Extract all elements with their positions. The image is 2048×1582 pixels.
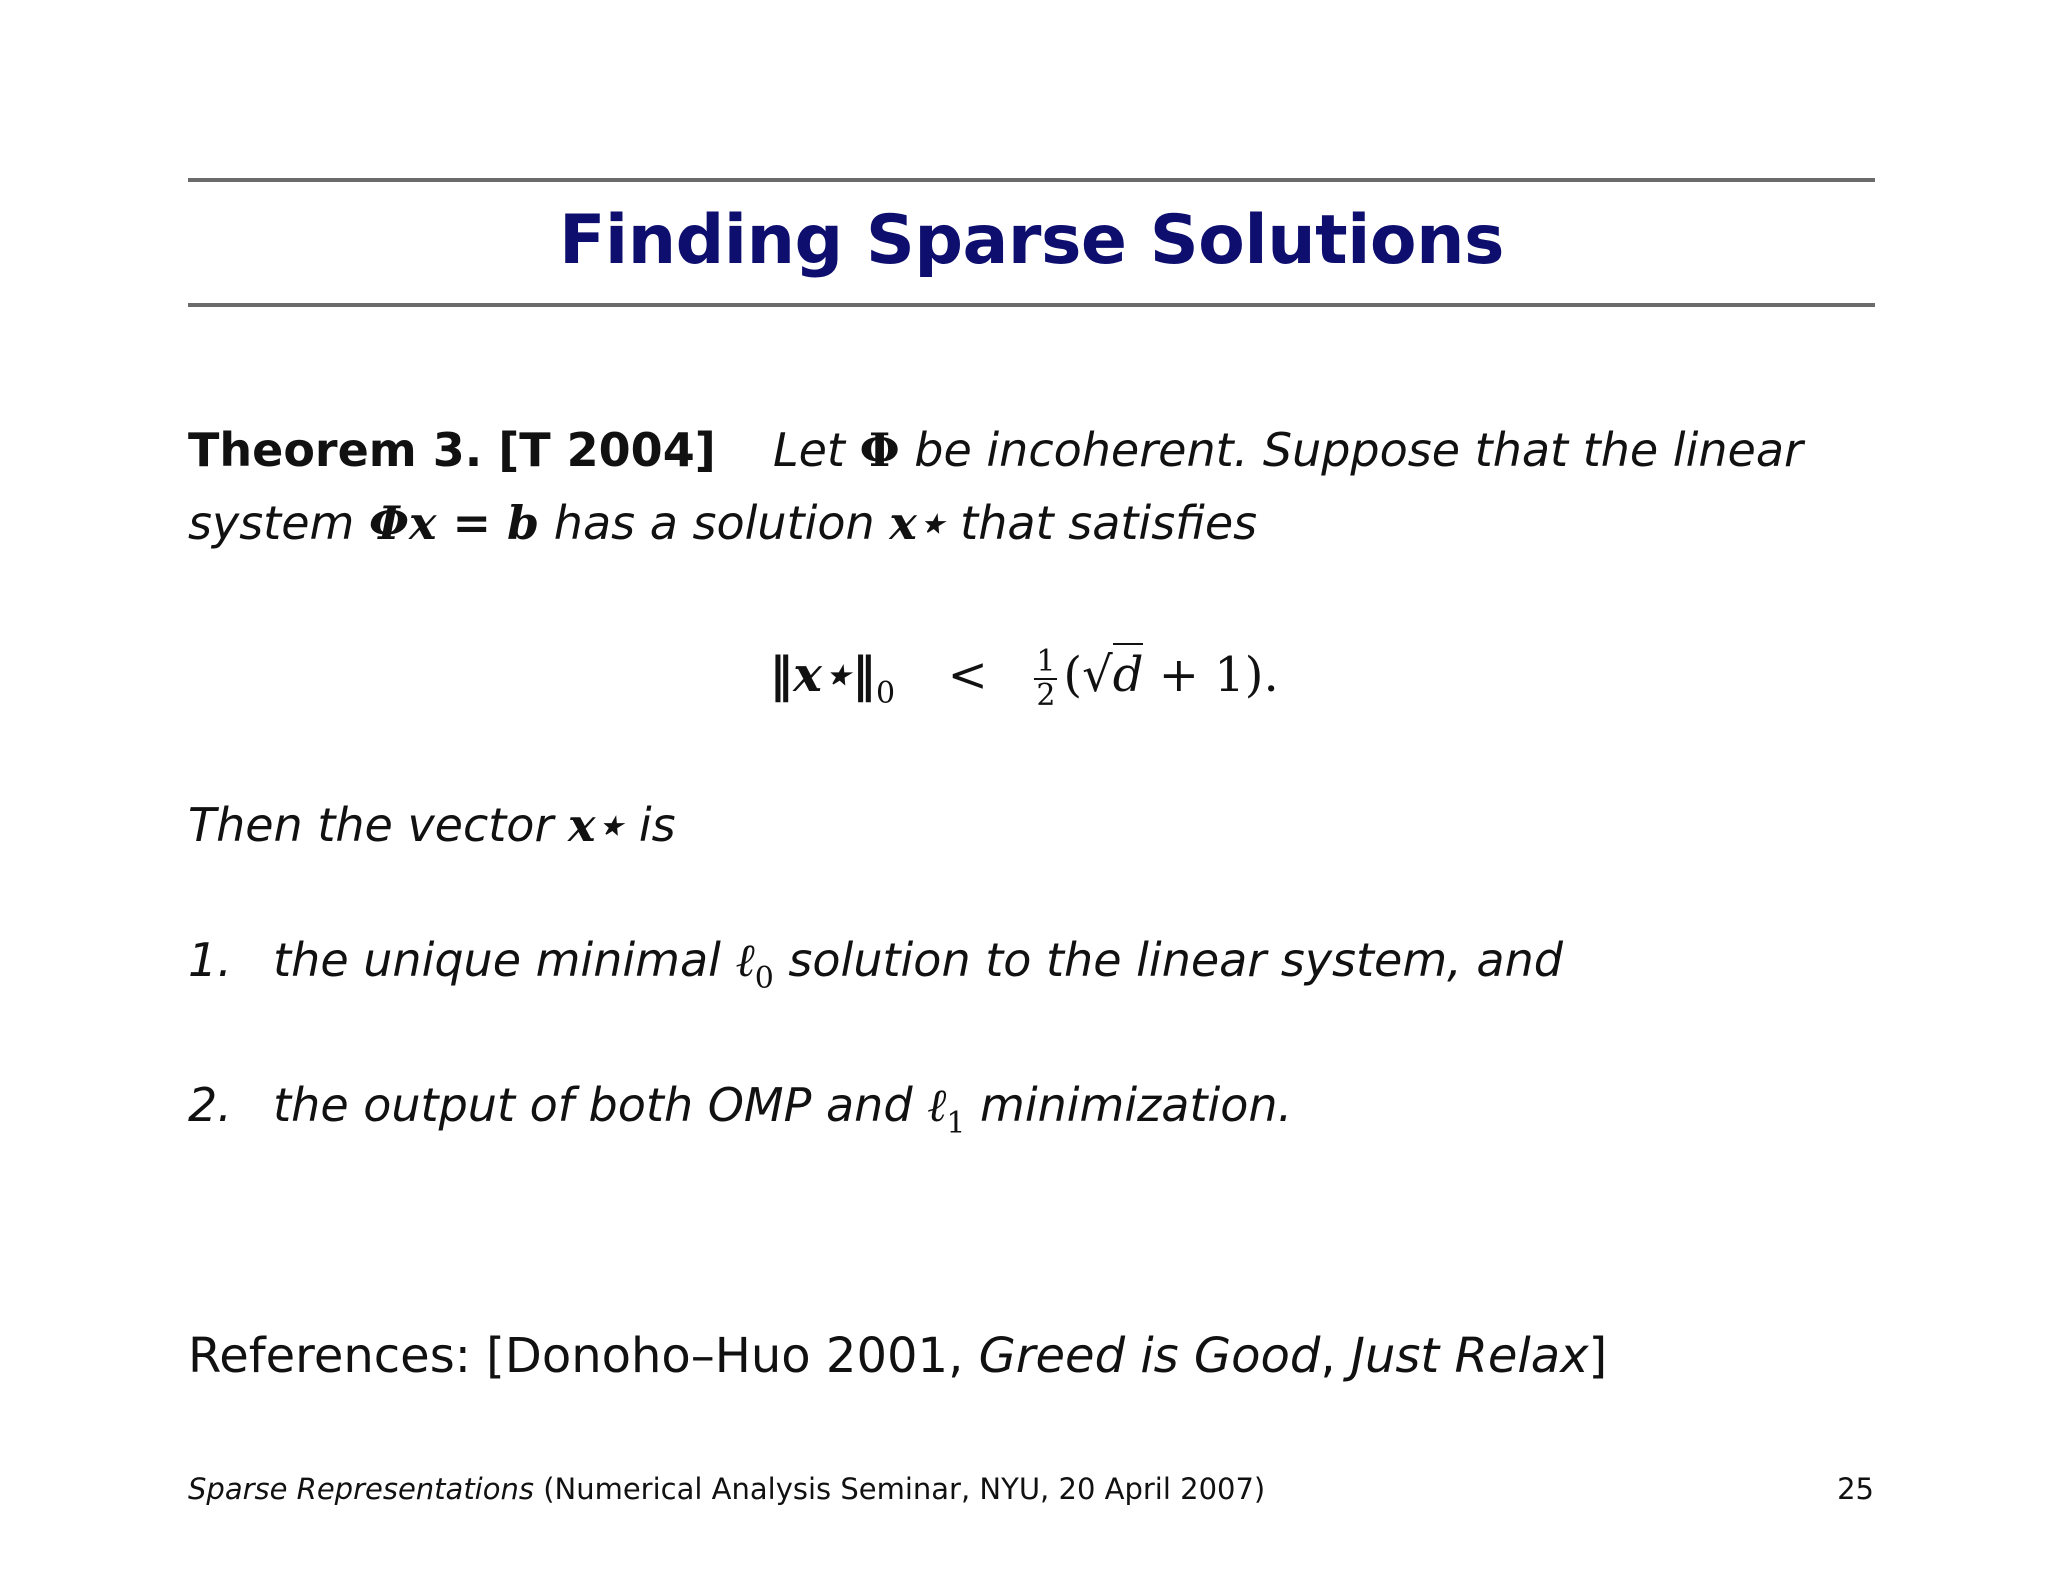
theorem-line-1 xyxy=(188,420,1803,480)
then-text: Then the vector xyxy=(188,798,568,852)
then-line xyxy=(188,795,676,855)
norm-subscript: 0 xyxy=(875,676,896,711)
list-item-number: 2. xyxy=(188,1078,232,1132)
references xyxy=(188,1325,1607,1387)
ell-subscript: 1 xyxy=(946,1106,966,1141)
list-item-text: the output of both OMP and xyxy=(273,1078,928,1132)
references-separator: , xyxy=(1320,1328,1351,1384)
list-item xyxy=(188,1075,1292,1154)
radicand-d: d xyxy=(1113,643,1144,703)
fraction-denominator: 2 xyxy=(1036,677,1056,713)
fraction-numerator: 1 xyxy=(1036,643,1056,679)
list-item-text: solution to the linear system, and xyxy=(773,933,1563,987)
theorem-text: that satisfies xyxy=(945,496,1258,550)
linear-system-equation: Φx = b xyxy=(368,496,540,550)
title-rule-bottom xyxy=(188,303,1875,307)
slide-title: Finding Sparse Solutions xyxy=(558,201,1505,280)
theorem-text: be incoherent. Suppose that the linear xyxy=(899,423,1803,477)
references-suffix: ] xyxy=(1588,1328,1608,1384)
paren-open-sqrt: (√ xyxy=(1063,647,1113,703)
ell-subscript: 0 xyxy=(754,961,774,996)
reference-greed-is-good: Greed is Good xyxy=(978,1328,1321,1384)
references-prefix: References: [Donoho–Huo 2001, xyxy=(188,1328,979,1384)
list-item-number: 1. xyxy=(188,933,232,987)
list-item-text: the unique minimal xyxy=(273,933,736,987)
theorem-text: system xyxy=(188,496,369,550)
reference-just-relax: Just Relax xyxy=(1350,1328,1589,1384)
theorem-text: has a solution xyxy=(539,496,890,550)
page-number: 25 xyxy=(1837,1472,1874,1506)
ell-symbol: ℓ xyxy=(927,1078,947,1132)
footer xyxy=(188,1470,1265,1508)
theorem-text: Let xyxy=(772,423,860,477)
theorem-label: Theorem 3. [T 2004] xyxy=(188,423,716,477)
then-text: is xyxy=(624,798,676,852)
x-star-symbol: x⋆ xyxy=(889,496,946,550)
ell-symbol: ℓ xyxy=(735,933,755,987)
norm-lhs: ‖x⋆‖ xyxy=(769,647,876,703)
theorem-line-2 xyxy=(188,493,1257,553)
footer-venue: (Numerical Analysis Seminar, NYU, 20 April 2007) xyxy=(533,1472,1266,1506)
fraction-one-half xyxy=(1034,643,1057,713)
list-item xyxy=(188,930,1563,1009)
x-star-symbol: x⋆ xyxy=(567,798,625,852)
phi-symbol: Φ xyxy=(859,423,900,477)
footer-talk-title: Sparse Representations xyxy=(188,1472,534,1506)
less-than: < xyxy=(947,647,988,703)
equation-rest: + 1). xyxy=(1143,647,1279,703)
display-equation xyxy=(0,640,2048,729)
list-item-text: minimization. xyxy=(965,1078,1293,1132)
title-rule-top xyxy=(188,178,1875,182)
